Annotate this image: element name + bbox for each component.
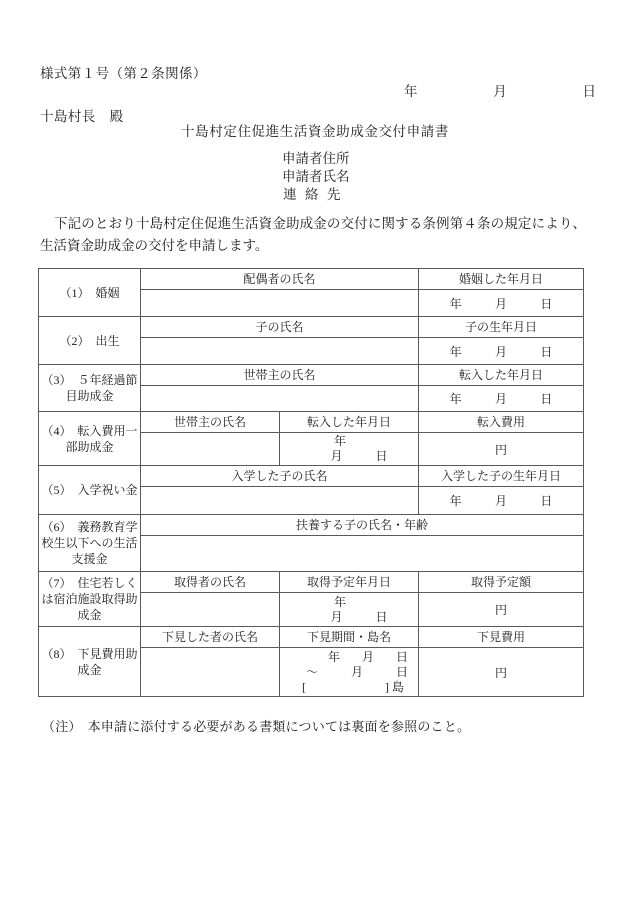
row-5-header-date: 入学した子の生年月日 bbox=[419, 466, 584, 487]
ymd-year: 年 bbox=[334, 434, 347, 448]
date-top-year: 年 bbox=[404, 84, 418, 99]
row-3-input-name[interactable] bbox=[141, 386, 419, 412]
ymd-day: 日 bbox=[375, 449, 388, 463]
island-label: 島 bbox=[392, 679, 405, 694]
page-title: 十島村定住促進生活資金助成金交付申請書 bbox=[181, 124, 449, 139]
ymd-month: 月 bbox=[362, 649, 375, 664]
ymd-month: 月 bbox=[495, 296, 508, 311]
ymd-month: 月 bbox=[330, 609, 343, 624]
date-line-top bbox=[404, 80, 596, 100]
row-7-header-date: 取得予定年月日 bbox=[280, 572, 419, 593]
ymd-year: 年 bbox=[449, 494, 462, 508]
ymd-month: 月 bbox=[351, 664, 364, 679]
table-row bbox=[39, 466, 584, 487]
applicant-name-label: 申請者氏名 bbox=[282, 169, 350, 184]
addressee-honorific: 殿 bbox=[109, 109, 124, 124]
table-row bbox=[39, 317, 584, 338]
footnote-marker: （注） bbox=[42, 719, 82, 734]
row-4-input-name[interactable] bbox=[141, 433, 280, 466]
ymd-month: 月 bbox=[330, 449, 343, 463]
bracket-open: [ bbox=[302, 679, 306, 694]
row-5-header-name: 入学した子の氏名 bbox=[141, 466, 419, 487]
ymd-month: 月 bbox=[495, 494, 508, 508]
row-label-2: （2） 出生 bbox=[39, 317, 141, 365]
ymd-day: 日 bbox=[540, 392, 553, 406]
ymd-day: 日 bbox=[396, 664, 409, 679]
row-1-input-name[interactable] bbox=[141, 290, 419, 317]
row-5-input-name[interactable] bbox=[141, 487, 419, 515]
ymd-year: 年 bbox=[449, 296, 462, 311]
footnote bbox=[42, 716, 470, 735]
table-row bbox=[39, 627, 584, 648]
row-7-input-amount[interactable] bbox=[419, 593, 584, 627]
ymd-day: 日 bbox=[540, 344, 553, 359]
row-label-3: （3） ５年経過節目助成金 bbox=[39, 365, 141, 412]
row-4-input-cost[interactable] bbox=[419, 433, 584, 466]
row-3-header-date: 転入した年月日 bbox=[419, 365, 584, 386]
row-4-header-date: 転入した年月日 bbox=[280, 412, 419, 433]
form-number: 様式第１号（第２条関係） bbox=[40, 66, 207, 81]
row-label-7: （7） 住宅若しくは宿泊施設取得助成金 bbox=[39, 572, 141, 627]
table-row bbox=[39, 572, 584, 593]
row-8-input-cost[interactable] bbox=[419, 648, 584, 697]
applicant-contact-label: 連絡先 bbox=[283, 187, 349, 202]
row-3-header-name: 世帯主の氏名 bbox=[141, 365, 419, 386]
table-row bbox=[39, 365, 584, 386]
ymd-day: 日 bbox=[396, 649, 409, 664]
row-1-header-date: 婚姻した年月日 bbox=[419, 269, 584, 290]
row-2-input-date[interactable] bbox=[419, 338, 584, 365]
row-8-header-name: 下見した者の氏名 bbox=[141, 627, 280, 648]
row-7-header-amount: 取得予定額 bbox=[419, 572, 584, 593]
row-7-header-name: 取得者の氏名 bbox=[141, 572, 280, 593]
row-label-5: （5） 入学祝い金 bbox=[39, 466, 141, 515]
row-2-header-date: 子の生年月日 bbox=[419, 317, 584, 338]
application-categories-table bbox=[38, 268, 584, 697]
row-8-header-cost: 下見費用 bbox=[419, 627, 584, 648]
intro-paragraph: 下記のとおり十島村定住促進生活資金助成金の交付に関する条例第４条の規定により、生活資金助成金の交付を申請します。 bbox=[40, 216, 586, 253]
ymd-day: 日 bbox=[375, 609, 388, 624]
row-3-input-date[interactable] bbox=[419, 386, 584, 412]
date-top-month: 月 bbox=[493, 84, 507, 99]
row-1-header-name: 配偶者の氏名 bbox=[141, 269, 419, 290]
row-6-header-children: 扶養する子の氏名・年齢 bbox=[141, 515, 584, 536]
applicant-info-block bbox=[282, 150, 350, 204]
row-1-input-date[interactable] bbox=[419, 290, 584, 317]
period-tilde-icon: 〜 bbox=[306, 664, 319, 679]
bracket-close: ] bbox=[385, 679, 389, 694]
currency-unit: 円 bbox=[495, 665, 508, 680]
row-2-input-name[interactable] bbox=[141, 338, 419, 365]
table-row bbox=[39, 515, 584, 536]
row-label-6: （6） 義務教育学校生以下への生活支援金 bbox=[39, 515, 141, 572]
ymd-day: 日 bbox=[540, 296, 553, 311]
ymd-year: 年 bbox=[449, 392, 462, 406]
row-4-header-name: 世帯主の氏名 bbox=[141, 412, 280, 433]
row-2-header-name: 子の氏名 bbox=[141, 317, 419, 338]
row-4-input-date[interactable] bbox=[280, 433, 419, 466]
footnote-text: 本申請に添付する必要がある書類については裏面を参照のこと。 bbox=[87, 719, 471, 734]
row-label-8: （8） 下見費用助成金 bbox=[39, 627, 141, 697]
row-4-header-cost: 転入費用 bbox=[419, 412, 584, 433]
row-label-4: （4） 転入費用一部助成金 bbox=[39, 412, 141, 466]
ymd-month: 月 bbox=[495, 392, 508, 406]
row-7-input-date[interactable] bbox=[280, 593, 419, 627]
ymd-year: 年 bbox=[334, 594, 347, 609]
addressee-name: 十島村長 bbox=[40, 109, 96, 124]
currency-unit: 円 bbox=[495, 442, 508, 457]
ymd-day: 日 bbox=[540, 494, 553, 508]
row-8-header-period: 下見期間・島名 bbox=[280, 627, 419, 648]
row-8-input-name[interactable] bbox=[141, 648, 280, 697]
table-row bbox=[39, 269, 584, 290]
applicant-address-label: 申請者住所 bbox=[282, 151, 350, 166]
date-top-day: 日 bbox=[582, 84, 596, 99]
row-6-input-children[interactable] bbox=[141, 536, 584, 572]
currency-unit: 円 bbox=[495, 603, 508, 617]
ymd-month: 月 bbox=[495, 344, 508, 359]
row-7-input-name[interactable] bbox=[141, 593, 280, 627]
row-8-input-period[interactable] bbox=[280, 648, 419, 697]
row-label-1: （1） 婚姻 bbox=[39, 269, 141, 317]
ymd-year: 年 bbox=[449, 344, 462, 359]
table-row bbox=[39, 412, 584, 433]
row-5-input-date[interactable] bbox=[419, 487, 584, 515]
ymd-year: 年 bbox=[328, 649, 341, 664]
